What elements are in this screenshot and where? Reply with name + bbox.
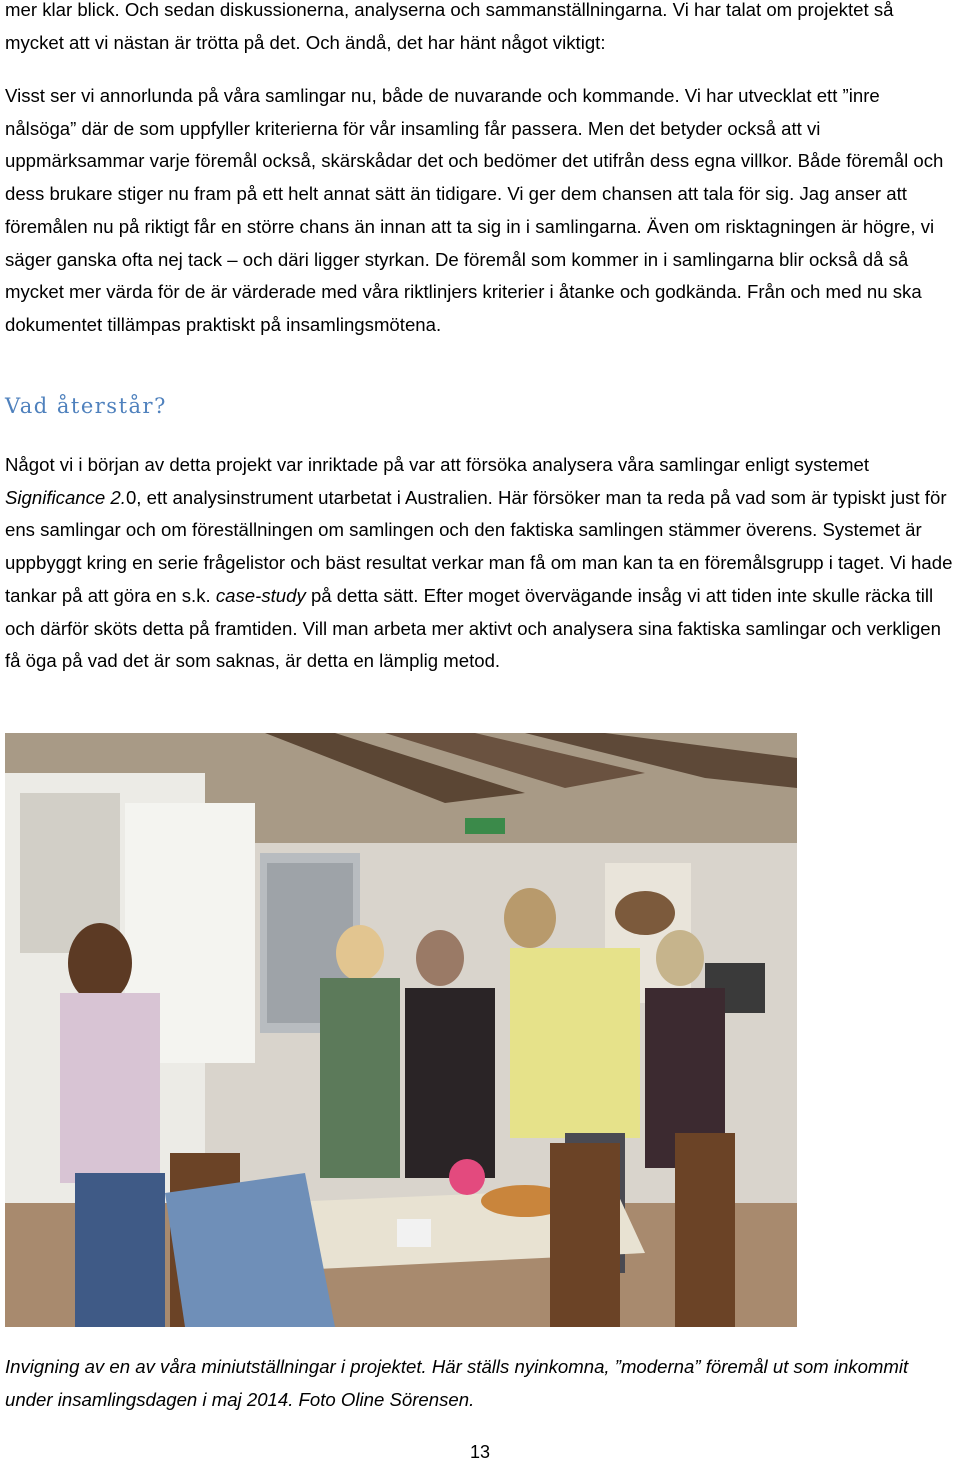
significance-paragraph bbox=[5, 449, 955, 678]
section-heading: Vad återstår? bbox=[5, 394, 167, 418]
photo-caption: Invigning av en av våra miniutställningar i projektet. Här ställs nyinkomna, ”moderna” föremål ut som inkommit under insamlingsdagen i maj 2014. Foto Oline Sörensen. bbox=[5, 1356, 909, 1410]
paragraph3-part1: Något vi i början av detta projekt var inriktade på var att försöka analysera våra samlingar enligt systemet bbox=[5, 454, 869, 475]
case-study-term: case-study bbox=[215, 584, 306, 606]
paragraph3-part3: på detta sätt. Efter moget övervägande insåg vi att tiden inte skulle räcka till och därför sköts detta på framtiden. Vill man arbeta mer aktivt och analysera sina faktiska samlingar och verkligen få öga på vad det är som saknas, är detta en lämplig metod. bbox=[5, 584, 941, 672]
reflection-paragraph: Visst ser vi annorlunda på våra samlingar nu, både de nuvarande och kommande. Vi har utvecklat ett ”inre nålsöga” där de som uppfyller kriterierna för vår insamling får passera. Men det betyder också att vi uppmärksammar varje föremål också, skärskådar det och bedömer det utifrån dess egna villkor. Både föremål och dess brukare stiger nu fram på ett helt annat sätt än tidigare. Vi ger dem chansen att tala för sig. Jag anser att föremålen nu på riktigt får en större chans än innan att ta sig in i samlingarna. Även om risktagningen är högre, vi säger ganska ofta nej tack – och däri ligger styrkan. De föremål som kommer in i samlingarna blir också då så mycket mer värda för de är värderade med våra riktlinjers kriterier i åtanke och godkända. Från och med nu ska dokumentet tillämpas praktiskt på insamlingsmötena. bbox=[5, 85, 944, 335]
intro-paragraph bbox=[5, 0, 955, 59]
exhibition-photo bbox=[5, 733, 797, 1327]
intro-text: mer klar blick. Och sedan diskussionerna, analyserna och sammanställningarna. Vi har talat om projektet så mycket att vi nästan är trötta på det. Och ändå, det har hänt något viktigt: bbox=[5, 0, 894, 53]
significance-term: Significance 2. bbox=[5, 486, 126, 508]
paragraph3-part2: 0, ett analysinstrument utarbetat i Australien. Här försöker man ta reda på vad som är typiskt just för ens samlingar och om föreställningen om samlingen och den faktiska samlingen stämmer överens. Systemet är uppbyggt kring en serie frågelistor och bäst resultat verkar man få om man kan ta en föremålsgrupp i taget. Vi hade tankar på att göra en s.k. bbox=[5, 486, 953, 606]
page-number: 13 bbox=[469, 1442, 491, 1462]
